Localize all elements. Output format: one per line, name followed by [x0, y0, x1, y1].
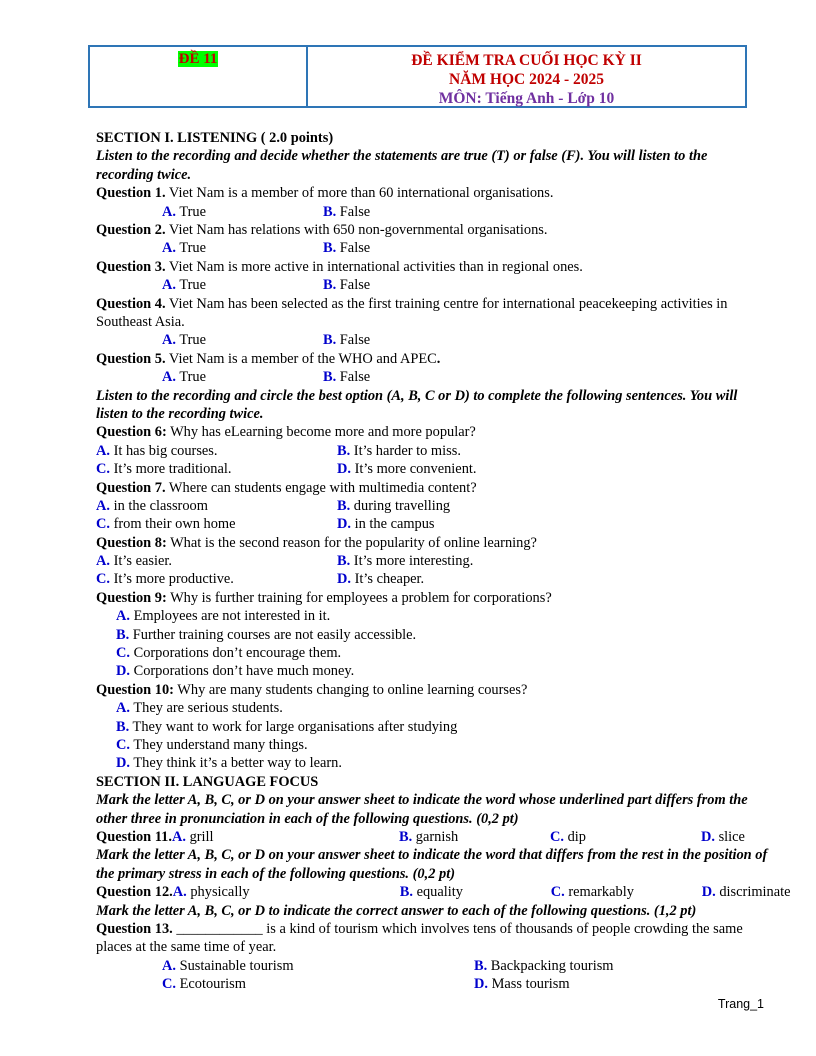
option-c[interactable]: C. from their own home [96, 516, 236, 533]
question-6 [96, 423, 768, 441]
option-d[interactable]: D. It’s cheaper. [337, 571, 425, 588]
question-6-options-cd [96, 460, 768, 478]
option-b[interactable]: B. It’s harder to miss. [337, 442, 461, 459]
question-label: Question 13. [96, 920, 173, 937]
option-b[interactable]: B. False [323, 203, 371, 220]
question-label: Question 6: [96, 424, 167, 441]
option-b[interactable]: B. Backpacking tourism [474, 957, 614, 974]
option-d[interactable]: D. Corporations don’t have much money. [116, 663, 355, 680]
question-5 [96, 350, 768, 368]
option-b[interactable]: B. False [323, 277, 371, 294]
option-b[interactable]: B. False [323, 369, 371, 386]
question-8-options-ab [96, 552, 768, 570]
question-label: Question 12. [96, 884, 173, 901]
exam-title-cell [308, 47, 745, 106]
subject: MÔN: Tiếng Anh - Lớp 10 [438, 90, 615, 107]
section-2-title: SECTION II. LANGUAGE FOCUS [96, 773, 319, 790]
option-b[interactable]: B. equality [399, 884, 463, 901]
option-c[interactable]: C. It’s more productive. [96, 571, 234, 588]
option-c[interactable]: C. remarkably [550, 884, 634, 901]
question-10 [96, 681, 768, 699]
question-text: Why is further training for employees a problem for corporations? [166, 589, 552, 606]
question-7-options-ab [96, 497, 768, 515]
option-d[interactable]: D. It’s more convenient. [337, 461, 477, 478]
question-text: Why has eLearning become more and more popular? [166, 424, 476, 441]
question-3 [96, 258, 768, 276]
question-2 [96, 221, 768, 239]
option-d[interactable]: D. They think it’s a better way to learn. [116, 755, 342, 772]
option-a[interactable]: A. True [162, 203, 206, 220]
option-d[interactable]: D. slice [700, 828, 745, 845]
page-number: Trang_1 [717, 997, 764, 1011]
question-label: Question 1. [96, 185, 166, 202]
question-period: . [436, 350, 441, 367]
question-text: Where can students engage with multimedia content? [165, 479, 477, 496]
option-b[interactable]: B. during travelling [337, 497, 451, 514]
section-1-title: SECTION I. LISTENING ( 2.0 points) [96, 130, 334, 146]
question-text: Viet Nam is more active in international activities than in regional ones. [165, 258, 583, 275]
option-b[interactable]: B. False [323, 240, 371, 257]
option-c[interactable]: C. It’s more traditional. [96, 461, 232, 478]
section-2-instruction-stress: Mark the letter A, B, C, or D on your answer sheet to indicate the word that differs from the rest in the position of the primary stress in each of the following questions. (0,2 pt) [96, 847, 768, 882]
question-label: Question 4. [96, 295, 166, 312]
option-a[interactable]: A. Sustainable tourism [162, 957, 294, 974]
exam-content [96, 129, 791, 994]
school-year: NĂM HỌC 2024 - 2025 [449, 71, 604, 88]
question-1-options [96, 203, 768, 221]
option-c[interactable]: C. Ecotourism [162, 976, 246, 993]
option-a[interactable]: A. True [162, 240, 206, 257]
question-8 [96, 534, 768, 552]
question-label: Question 2. [96, 221, 166, 238]
option-b[interactable]: B. False [323, 332, 371, 349]
question-text: Viet Nam has been selected as the first training centre for international peacekeeping activities in Southeast Asia. [96, 295, 728, 330]
question-5-options [96, 368, 768, 386]
question-13 [96, 920, 768, 957]
question-text: Viet Nam is a member of the WHO and APEC [165, 350, 437, 367]
question-label: Question 5. [96, 350, 166, 367]
option-a[interactable]: A. Employees are not interested in it. [116, 608, 331, 625]
question-label: Question 3. [96, 258, 166, 275]
question-label: Question 8: [96, 534, 167, 551]
question-8-options-cd [96, 570, 768, 588]
option-a[interactable]: A. It has big courses. [96, 442, 218, 459]
option-d[interactable]: D. discriminate [701, 884, 791, 901]
section-2-instruction-pronunciation: Mark the letter A, B, C, or D on your answer sheet to indicate the word whose underlined part differs from the other three in pronunciation in each of the following questions. (0,2 pt) [96, 792, 748, 827]
question-13-options-cd [96, 975, 768, 993]
question-13-options-ab [96, 957, 768, 975]
question-3-options [96, 276, 768, 294]
question-1 [96, 184, 768, 202]
option-a[interactable]: A. grill [171, 828, 214, 845]
question-label: Question 10: [96, 681, 174, 698]
question-2-options [96, 239, 768, 257]
section-1-instruction-mc: Listen to the recording and circle the best option (A, B, C or D) to complete the following sentences. You will listen to the recording twice. [96, 387, 738, 422]
option-a[interactable]: A. True [162, 369, 206, 386]
option-a[interactable]: A. It’s easier. [96, 553, 172, 570]
exam-code: ĐỀ 11 [178, 51, 218, 67]
question-9 [96, 589, 768, 607]
option-a[interactable]: A. They are serious students. [116, 700, 283, 717]
question-text: Viet Nam is a member of more than 60 international organisations. [165, 185, 554, 202]
question-6-options-ab [96, 442, 768, 460]
question-11 [96, 828, 768, 846]
option-d[interactable]: D. in the campus [337, 516, 435, 533]
question-7 [96, 479, 768, 497]
question-7-options-cd [96, 515, 768, 533]
option-b[interactable]: B. Further training courses are not easily accessible. [116, 626, 417, 643]
option-a[interactable]: A. True [162, 277, 206, 294]
question-text: Viet Nam has relations with 650 non-governmental organisations. [165, 221, 548, 238]
question-12 [96, 883, 791, 901]
question-label: Question 11. [96, 828, 172, 845]
option-b[interactable]: B. It’s more interesting. [337, 553, 474, 570]
option-b[interactable]: B. They want to work for large organisations after studying [116, 718, 458, 735]
exam-title: ĐỀ KIỂM TRA CUỐI HỌC KỲ II [411, 52, 642, 69]
option-b[interactable]: B. garnish [398, 828, 459, 845]
option-c[interactable]: C. dip [549, 828, 586, 845]
question-label: Question 9: [96, 589, 167, 606]
option-c[interactable]: C. They understand many things. [116, 736, 308, 753]
question-4-options [96, 331, 768, 349]
option-d[interactable]: D. Mass tourism [474, 976, 570, 993]
question-text: ____________ is a kind of tourism which involves tens of thousands of people crowding the same places at the same time of year. [96, 920, 743, 956]
option-a[interactable]: A. True [162, 332, 206, 349]
exam-header [88, 45, 747, 108]
question-text: What is the second reason for the popularity of online learning? [166, 534, 537, 551]
question-label: Question 7. [96, 479, 166, 496]
option-c[interactable]: C. Corporations don’t encourage them. [116, 645, 342, 662]
option-a[interactable]: A. physically [172, 884, 250, 901]
section-2-instruction-mc: Mark the letter A, B, C, or D to indicate the correct answer to each of the following questions. (1,2 pt) [96, 902, 697, 919]
question-text: Why are many students changing to online learning courses? [173, 681, 528, 698]
question-4 [96, 295, 768, 332]
exam-code-cell [90, 47, 308, 106]
section-1-instruction-tf: Listen to the recording and decide whether the statements are true (T) or false (F). You will listen to the recording twice. [96, 148, 708, 183]
option-a[interactable]: A. in the classroom [96, 497, 208, 514]
